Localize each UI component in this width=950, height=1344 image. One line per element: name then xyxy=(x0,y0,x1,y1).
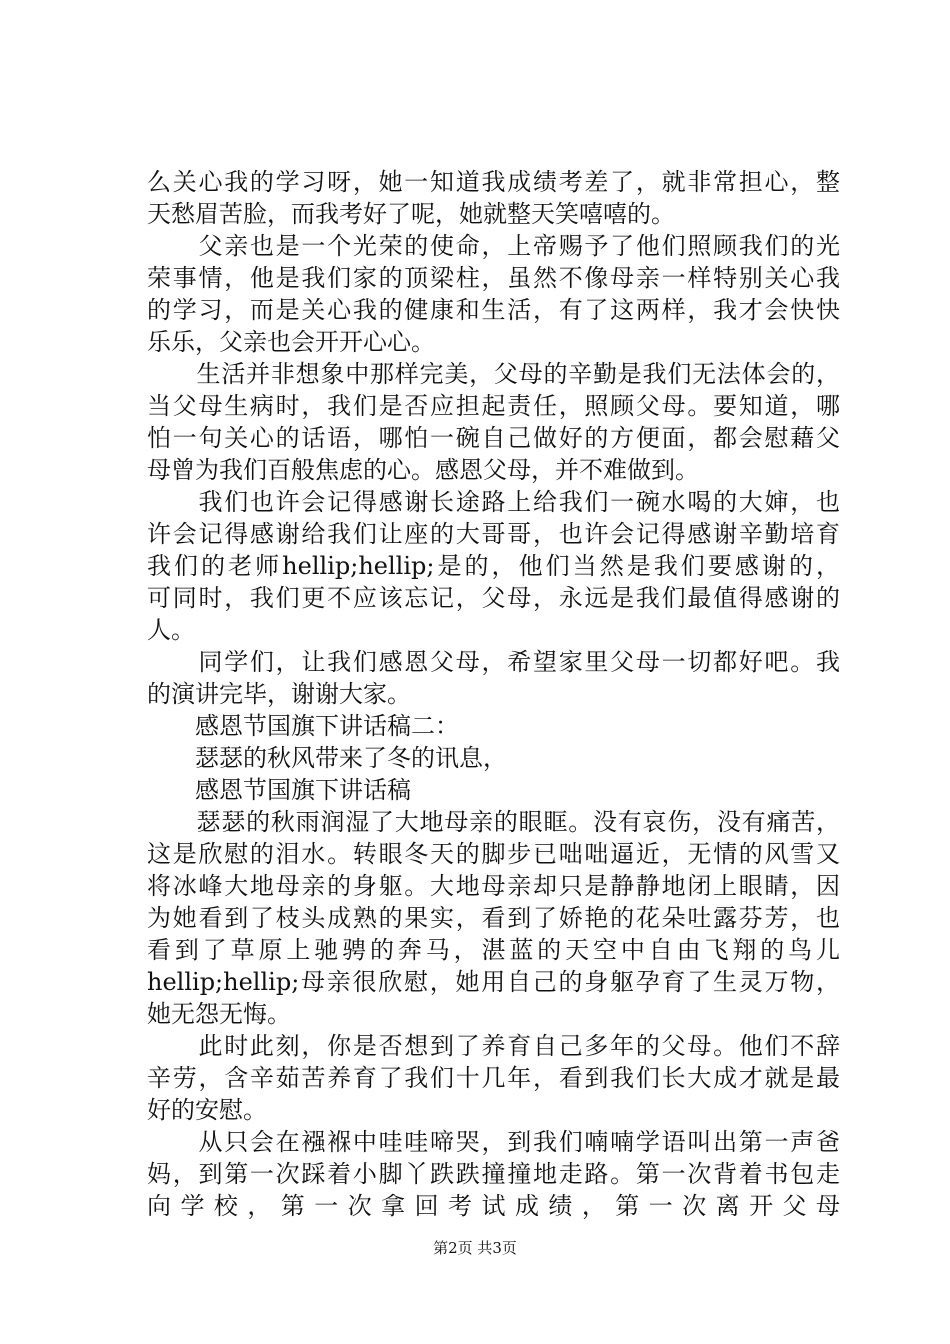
text-line: 母曾为我们百般焦虑的心。感恩父母，并不难做到。 xyxy=(147,456,699,484)
text-line: 天愁眉苦脸，而我考好了呢，她就整天笑嘻嘻的。 xyxy=(147,200,675,228)
text-line: hellip;hellip;母亲很欣慰，她用自己的身躯孕育了生灵万物， xyxy=(147,968,840,996)
text-line: 此时此刻，你是否想到了养育自己多年的父母。他们不辞 xyxy=(147,1032,840,1060)
text-line: 瑟瑟的秋风带来了冬的讯息， xyxy=(147,744,507,772)
text-line: 辛劳，含辛茹苦养育了我们十几年，看到我们长大成才就是最 xyxy=(147,1064,840,1092)
text-line: 人。 xyxy=(147,616,195,644)
text-line: 么关心我的学习呀，她一知道我成绩考差了，就非常担心，整 xyxy=(147,168,840,196)
text-line: 的学习，而是关心我的健康和生活，有了这两样，我才会快快 xyxy=(147,296,840,324)
text-line: 好的安慰。 xyxy=(147,1096,267,1124)
text-line: 瑟瑟的秋雨润湿了大地母亲的眼眶。没有哀伤，没有痛苦， xyxy=(147,808,840,836)
page-number-footer: 第2页 共3页 xyxy=(433,1239,517,1257)
text-line: 为她看到了枝头成熟的果实，看到了娇艳的花朵吐露芬芳，也 xyxy=(147,904,840,932)
text-line: 的演讲完毕，谢谢大家。 xyxy=(147,680,411,708)
text-line: 怕一句关心的话语，哪怕一碗自己做好的方便面，都会慰藉父 xyxy=(147,424,840,452)
text-line: 妈，到第一次踩着小脚丫跌跌撞撞地走路。第一次背着书包走 xyxy=(147,1160,840,1188)
text-line: 我们的老师hellip;hellip;是的，他们当然是我们要感谢的， xyxy=(147,552,840,580)
text-line: 乐乐，父亲也会开开心心。 xyxy=(147,328,435,356)
text-line: 父亲也是一个光荣的使命，上帝赐予了他们照顾我们的光 xyxy=(147,232,840,260)
text-line: 生活并非想象中那样完美，父母的辛勤是我们无法体会的， xyxy=(147,360,840,388)
document-body xyxy=(147,166,840,1222)
text-line: 我们也许会记得感谢长途路上给我们一碗水喝的大婶，也 xyxy=(147,488,840,516)
text-line: 向学校，第一次拿回考试成绩，第一次离开父母 xyxy=(147,1192,840,1220)
text-line: 当父母生病时，我们是否应担起责任，照顾父母。要知道，哪 xyxy=(147,392,840,420)
text-line: 她无怨无悔。 xyxy=(147,1000,291,1028)
text-line: 这是欣慰的泪水。转眼冬天的脚步已咄咄逼近，无情的风雪又 xyxy=(147,840,840,868)
text-line: 从只会在襁褓中哇哇啼哭，到我们喃喃学语叫出第一声爸 xyxy=(147,1128,840,1156)
text-line: 许会记得感谢给我们让座的大哥哥，也许会记得感谢辛勤培育 xyxy=(147,520,840,548)
text-line: 感恩节国旗下讲话稿二： xyxy=(147,712,459,740)
text-line: 荣事情，他是我们家的顶梁柱，虽然不像母亲一样特别关心我 xyxy=(147,264,840,292)
text-line: 感恩节国旗下讲话稿 xyxy=(147,776,411,804)
text-line: 看到了草原上驰骋的奔马，湛蓝的天空中自由飞翔的鸟儿 xyxy=(147,936,840,964)
text-line: 可同时，我们更不应该忘记，父母，永远是我们最值得感谢的 xyxy=(147,584,840,612)
text-line: 将冰峰大地母亲的身躯。大地母亲却只是静静地闭上眼睛，因 xyxy=(147,872,840,900)
text-line: 同学们，让我们感恩父母，希望家里父母一切都好吧。我 xyxy=(147,648,840,676)
